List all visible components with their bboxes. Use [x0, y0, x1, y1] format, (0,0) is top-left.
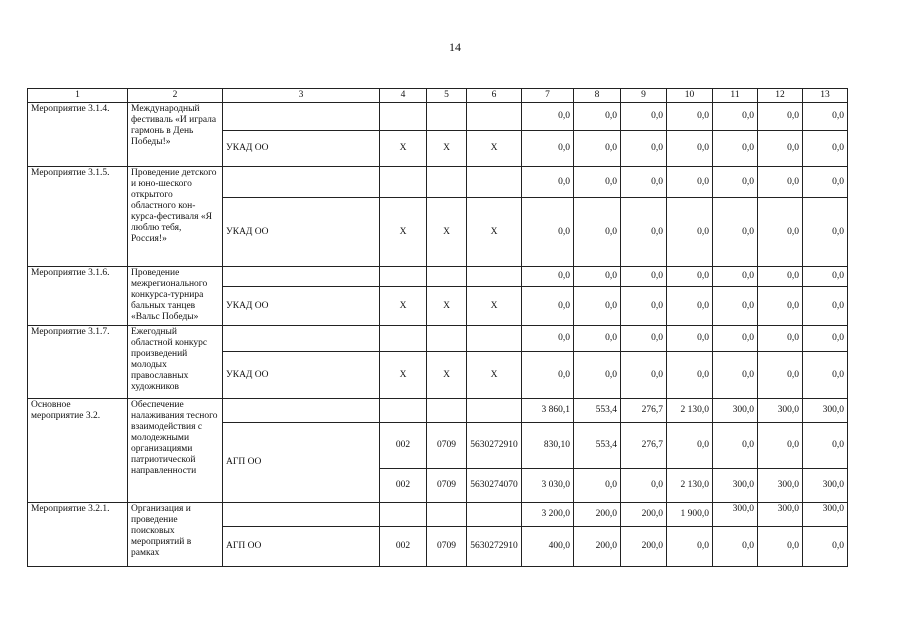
column-number: 2: [128, 89, 223, 103]
amount-cell: 0,0: [713, 267, 758, 287]
amount-cell: 300,0: [713, 399, 758, 423]
code-cell: X: [380, 287, 427, 326]
amount-cell: 0,0: [803, 131, 848, 167]
empty-cell: [467, 103, 522, 131]
activity-code: Мероприятие 3.1.5.: [28, 167, 128, 267]
empty-cell: [467, 326, 522, 352]
table-row: [28, 326, 848, 352]
empty-cell: [427, 503, 467, 527]
code-cell: X: [427, 198, 467, 267]
activity-code: Мероприятие 3.1.6.: [28, 267, 128, 326]
code-cell: X: [427, 287, 467, 326]
column-number: 13: [803, 89, 848, 103]
code-cell: X: [467, 198, 522, 267]
executor-cell: АГП ОО: [223, 423, 380, 503]
code-cell: X: [467, 352, 522, 399]
code-cell: 5630274070: [467, 469, 522, 503]
amount-cell: 3 200,0: [522, 503, 574, 527]
column-number: 7: [522, 89, 574, 103]
empty-cell: [427, 103, 467, 131]
empty-cell: [380, 503, 427, 527]
amount-cell: 0,0: [758, 167, 803, 198]
amount-cell: 0,0: [713, 423, 758, 469]
amount-cell: 0,0: [621, 326, 667, 352]
amount-cell: 0,0: [803, 423, 848, 469]
code-cell: 5630272910: [467, 527, 522, 567]
activity-name: Международный фестиваль «И играла гармонь в День Победы!»: [128, 103, 223, 167]
activity-name: Проведение детского и юно-шеского открытого областного кон-курса-фестиваля «Я люблю тебя, Россия!»: [128, 167, 223, 267]
header-row: [28, 89, 848, 103]
amount-cell: 0,0: [667, 131, 713, 167]
executor-cell: АГП ОО: [223, 527, 380, 567]
amount-cell: 0,0: [522, 167, 574, 198]
empty-cell: [467, 167, 522, 198]
amount-cell: 0,0: [621, 287, 667, 326]
amount-cell: 300,0: [758, 399, 803, 423]
empty-cell: [380, 267, 427, 287]
code-cell: 0709: [427, 469, 467, 503]
table-row: [28, 167, 848, 198]
table-row: [28, 267, 848, 287]
amount-cell: 0,0: [713, 131, 758, 167]
activity-name: Организация и проведение поисковых мероприятий в рамках: [128, 503, 223, 567]
table-row: [28, 399, 848, 423]
amount-cell: 0,0: [713, 167, 758, 198]
amount-cell: 0,0: [803, 267, 848, 287]
activity-code: Мероприятие 3.1.4.: [28, 103, 128, 167]
amount-cell: 0,0: [574, 469, 621, 503]
amount-cell: 300,0: [713, 503, 758, 527]
column-number: 12: [758, 89, 803, 103]
empty-cell: [467, 267, 522, 287]
empty-cell: [427, 167, 467, 198]
amount-cell: 276,7: [621, 423, 667, 469]
amount-cell: 0,0: [522, 287, 574, 326]
table-row: [28, 103, 848, 131]
executor-cell: УКАД ОО: [223, 287, 380, 326]
amount-cell: 0,0: [621, 198, 667, 267]
page-number: 14: [449, 40, 461, 54]
empty-cell: [380, 326, 427, 352]
amount-cell: 0,0: [667, 287, 713, 326]
amount-cell: 0,0: [667, 352, 713, 399]
executor-cell: УКАД ОО: [223, 198, 380, 267]
activity-name: Ежегодный областной конкурс произведений молодых православных художников: [128, 326, 223, 399]
amount-cell: 1 900,0: [667, 503, 713, 527]
amount-cell: 0,0: [713, 103, 758, 131]
amount-cell: 553,4: [574, 399, 621, 423]
amount-cell: 0,0: [667, 198, 713, 267]
empty-cell: [223, 503, 380, 527]
amount-cell: 553,4: [574, 423, 621, 469]
amount-cell: 0,0: [522, 131, 574, 167]
amount-cell: 0,0: [758, 352, 803, 399]
column-number: 9: [621, 89, 667, 103]
amount-cell: 0,0: [758, 287, 803, 326]
executor-cell: УКАД ОО: [223, 131, 380, 167]
empty-cell: [467, 503, 522, 527]
amount-cell: 300,0: [713, 469, 758, 503]
amount-cell: 0,0: [522, 198, 574, 267]
amount-cell: 0,0: [713, 527, 758, 567]
amount-cell: 0,0: [621, 267, 667, 287]
code-cell: X: [427, 131, 467, 167]
amount-cell: 0,0: [758, 131, 803, 167]
activity-code: Основное мероприятие 3.2.: [28, 399, 128, 503]
amount-cell: 0,0: [574, 131, 621, 167]
empty-cell: [427, 326, 467, 352]
activity-code: Мероприятие 3.2.1.: [28, 503, 128, 567]
empty-cell: [223, 103, 380, 131]
amount-cell: 0,0: [621, 131, 667, 167]
amount-cell: 200,0: [621, 503, 667, 527]
activity-name: Проведение межрегионального конкурса-турнира бальных танцев «Вальс Победы»: [128, 267, 223, 326]
amount-cell: 0,0: [758, 423, 803, 469]
amount-cell: 0,0: [667, 103, 713, 131]
amount-cell: 0,0: [574, 326, 621, 352]
amount-cell: 200,0: [574, 527, 621, 567]
amount-cell: 0,0: [522, 326, 574, 352]
amount-cell: 0,0: [522, 352, 574, 399]
amount-cell: 830,10: [522, 423, 574, 469]
amount-cell: 0,0: [574, 198, 621, 267]
activity-name: Обеспечение налаживания тесного взаимодействия с молодежными организациями патриотической направленности: [128, 399, 223, 503]
amount-cell: 0,0: [758, 103, 803, 131]
column-number: 8: [574, 89, 621, 103]
code-cell: X: [380, 131, 427, 167]
amount-cell: 200,0: [621, 527, 667, 567]
amount-cell: 0,0: [713, 352, 758, 399]
amount-cell: 0,0: [758, 527, 803, 567]
amount-cell: 0,0: [667, 167, 713, 198]
amount-cell: 0,0: [574, 167, 621, 198]
amount-cell: 2 130,0: [667, 469, 713, 503]
empty-cell: [223, 167, 380, 198]
empty-cell: [223, 399, 380, 423]
amount-cell: 0,0: [667, 267, 713, 287]
amount-cell: 0,0: [713, 326, 758, 352]
table-row: [28, 503, 848, 527]
empty-cell: [427, 267, 467, 287]
amount-cell: 300,0: [803, 469, 848, 503]
amount-cell: 3 030,0: [522, 469, 574, 503]
amount-cell: 0,0: [803, 198, 848, 267]
amount-cell: 0,0: [803, 103, 848, 131]
amount-cell: 0,0: [574, 267, 621, 287]
amount-cell: 0,0: [803, 287, 848, 326]
amount-cell: 0,0: [621, 352, 667, 399]
column-number: 10: [667, 89, 713, 103]
column-number: 1: [28, 89, 128, 103]
activity-code: Мероприятие 3.1.7.: [28, 326, 128, 399]
amount-cell: 300,0: [803, 399, 848, 423]
amount-cell: 0,0: [758, 198, 803, 267]
amount-cell: 200,0: [574, 503, 621, 527]
empty-cell: [467, 399, 522, 423]
code-cell: X: [467, 131, 522, 167]
amount-cell: 0,0: [667, 527, 713, 567]
column-number: 4: [380, 89, 427, 103]
amount-cell: 276,7: [621, 399, 667, 423]
amount-cell: 0,0: [621, 167, 667, 198]
empty-cell: [380, 103, 427, 131]
amount-cell: 2 130,0: [667, 399, 713, 423]
code-cell: X: [467, 287, 522, 326]
amount-cell: 0,0: [621, 103, 667, 131]
code-cell: 0709: [427, 527, 467, 567]
amount-cell: 0,0: [522, 103, 574, 131]
empty-cell: [223, 267, 380, 287]
code-cell: 002: [380, 527, 427, 567]
code-cell: X: [380, 198, 427, 267]
executor-cell: УКАД ОО: [223, 352, 380, 399]
amount-cell: 0,0: [713, 198, 758, 267]
amount-cell: 0,0: [667, 423, 713, 469]
amount-cell: 300,0: [803, 503, 848, 527]
column-number: 6: [467, 89, 522, 103]
amount-cell: 0,0: [522, 267, 574, 287]
empty-cell: [427, 399, 467, 423]
amount-cell: 0,0: [621, 469, 667, 503]
amount-cell: 3 860,1: [522, 399, 574, 423]
amount-cell: 0,0: [574, 352, 621, 399]
amount-cell: 0,0: [803, 527, 848, 567]
code-cell: 002: [380, 423, 427, 469]
amount-cell: 0,0: [574, 103, 621, 131]
column-number: 5: [427, 89, 467, 103]
amount-cell: 0,0: [803, 326, 848, 352]
empty-cell: [223, 326, 380, 352]
amount-cell: 0,0: [758, 267, 803, 287]
code-cell: 002: [380, 469, 427, 503]
amount-cell: 400,0: [522, 527, 574, 567]
code-cell: X: [380, 352, 427, 399]
amount-cell: 0,0: [713, 287, 758, 326]
code-cell: 5630272910: [467, 423, 522, 469]
code-cell: X: [427, 352, 467, 399]
amount-cell: 0,0: [667, 326, 713, 352]
amount-cell: 0,0: [574, 287, 621, 326]
empty-cell: [380, 167, 427, 198]
amount-cell: 0,0: [803, 167, 848, 198]
amount-cell: 0,0: [803, 352, 848, 399]
amount-cell: 300,0: [758, 503, 803, 527]
budget-table: [27, 88, 848, 567]
amount-cell: 300,0: [758, 469, 803, 503]
code-cell: 0709: [427, 423, 467, 469]
column-number: 11: [713, 89, 758, 103]
amount-cell: 0,0: [758, 326, 803, 352]
column-number: 3: [223, 89, 380, 103]
empty-cell: [380, 399, 427, 423]
